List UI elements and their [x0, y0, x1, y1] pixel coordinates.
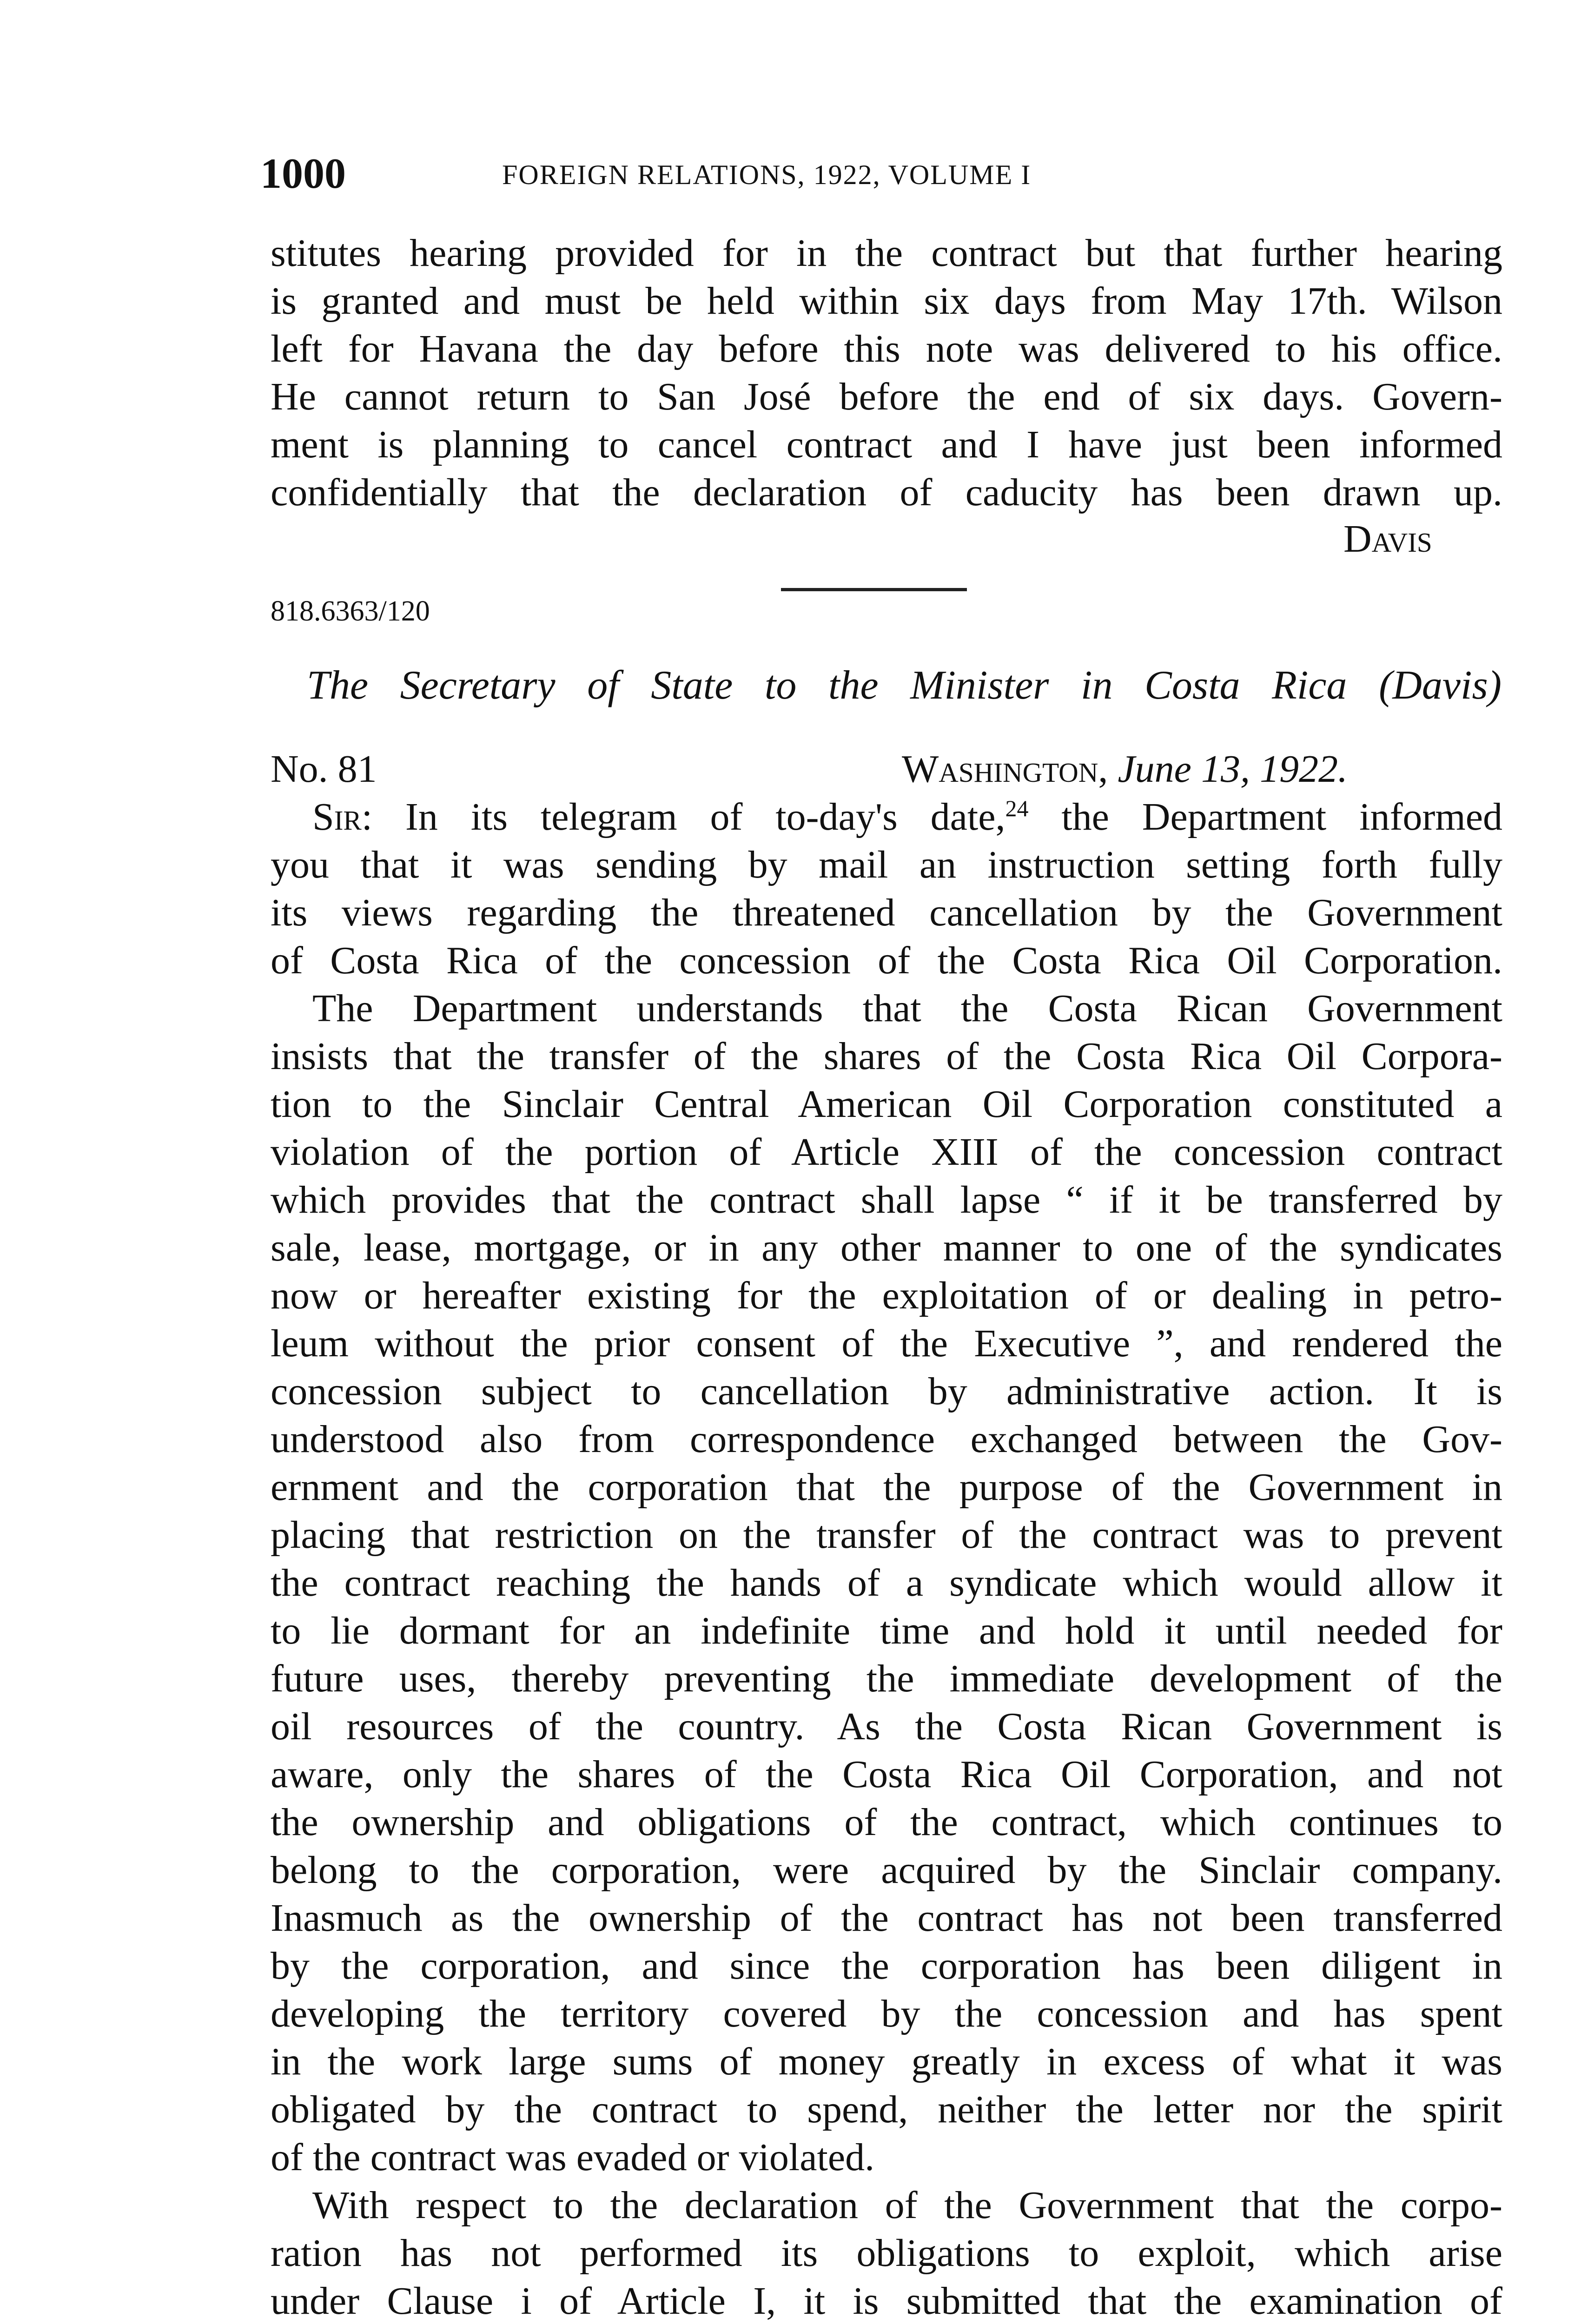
letter-line: sale, lease, mortgage, or in any other manner to one of the syndicates [271, 1226, 1502, 1269]
letter-first-line [312, 794, 1502, 840]
letter-line: belong to the corporation, were acquired by the Sinclair company. [271, 1849, 1502, 1892]
letter-line: you that it was sending by mail an instruction setting forth fully [271, 843, 1502, 886]
document-title: The Secretary of State to the Minister in Costa Rica (Davis) [307, 663, 1502, 708]
file-number: 818.6363/120 [271, 595, 430, 627]
document-number: No. 81 [271, 747, 377, 791]
section-divider [781, 588, 967, 591]
carryover-line: is granted and must be held within six days from May 17th. Wilson [271, 279, 1502, 323]
letter-line: which provides that the contract shall lapse “ if it be transferred by [271, 1178, 1502, 1221]
letter-line: oil resources of the country. As the Costa Rican Government is [271, 1705, 1502, 1748]
letter-line: tion to the Sinclair Central American Oil Corporation constituted a [271, 1083, 1502, 1126]
footnote-reference: 24 [1005, 795, 1029, 821]
carryover-line: confidentially that the declaration of caducity has been drawn up. [271, 471, 1502, 514]
letter-line: its views regarding the threatened cancellation by the Government [271, 891, 1502, 934]
letter-line: in the work large sums of money greatly in excess of what it was [271, 2040, 1502, 2083]
letter-line: leum without the prior consent of the Executive ”, and rendered the [271, 1322, 1502, 1365]
letter-line: concession subject to cancellation by administrative action. It is [271, 1370, 1502, 1413]
letter-line: insists that the transfer of the shares of the Costa Rica Oil Corpora- [271, 1035, 1502, 1078]
carryover-line: left for Havana the day before this note was delivered to his office. [271, 327, 1502, 370]
running-head: FOREIGN RELATIONS, 1922, VOLUME I [502, 159, 1032, 190]
letter-line: of the contract was evaded or violated. [271, 2136, 875, 2179]
carryover-line: ment is planning to cancel contract and I have just been informed [271, 423, 1502, 466]
page-number: 1000 [260, 150, 346, 197]
page-header [260, 148, 1515, 199]
letter-line: to lie dormant for an indefinite time and hold it until needed for [271, 1609, 1502, 1652]
letter-line: now or hereafter existing for the exploitation of or dealing in petro- [271, 1274, 1502, 1317]
letter-line: of Costa Rica of the concession of the Costa Rica Oil Corporation. [271, 939, 1502, 982]
letter-line: obligated by the contract to spend, neither the letter nor the spirit [271, 2088, 1502, 2131]
letter-line: the contract reaching the hands of a syndicate which would allow it [271, 1561, 1502, 1604]
letter-line: aware, only the shares of the Costa Rica Oil Corporation, and not [271, 1753, 1502, 1796]
letter-line: placing that restriction on the transfer of the contract was to prevent [271, 1513, 1502, 1557]
carryover-line: stitutes hearing provided for in the contract but that further hearing [271, 231, 1502, 275]
letter-line: The Department understands that the Costa Rican Government [312, 987, 1502, 1030]
letter-line: future uses, thereby preventing the immediate development of the [271, 1657, 1502, 1700]
letter-line: With respect to the declaration of the Government that the corpo- [312, 2184, 1502, 2227]
letter-line: ration has not performed its obligations to exploit, which arise [271, 2232, 1502, 2275]
letter-line: the ownership and obligations of the contract, which continues to [271, 1801, 1502, 1844]
first-line-end: the Department informed [1061, 795, 1503, 838]
letter-line: understood also from correspondence exchanged between the Gov- [271, 1418, 1502, 1461]
salutation: Sir: [312, 795, 373, 838]
dateline-place: Washington, [902, 747, 1108, 791]
dateline [902, 746, 1348, 792]
dateline-date: June 13, 1922. [1118, 747, 1348, 791]
first-line-text: In its telegram of to-day's date, [405, 795, 1005, 838]
carryover-line: He cannot return to San José before the end of six days. Govern- [271, 375, 1502, 418]
letter-line: Inasmuch as the ownership of the contract has not been transferred [271, 1896, 1502, 1940]
letter-line: by the corporation, and since the corporation has been diligent in [271, 1944, 1502, 1987]
signature: Davis [1343, 517, 1432, 561]
letter-line: violation of the portion of Article XIII of the concession contract [271, 1130, 1502, 1174]
letter-line: ernment and the corporation that the purpose of the Government in [271, 1466, 1502, 1509]
letter-line: developing the territory covered by the concession and has spent [271, 1992, 1502, 2035]
letter-line: under Clause i of Article I, it is submitted that the examination of [271, 2279, 1502, 2323]
